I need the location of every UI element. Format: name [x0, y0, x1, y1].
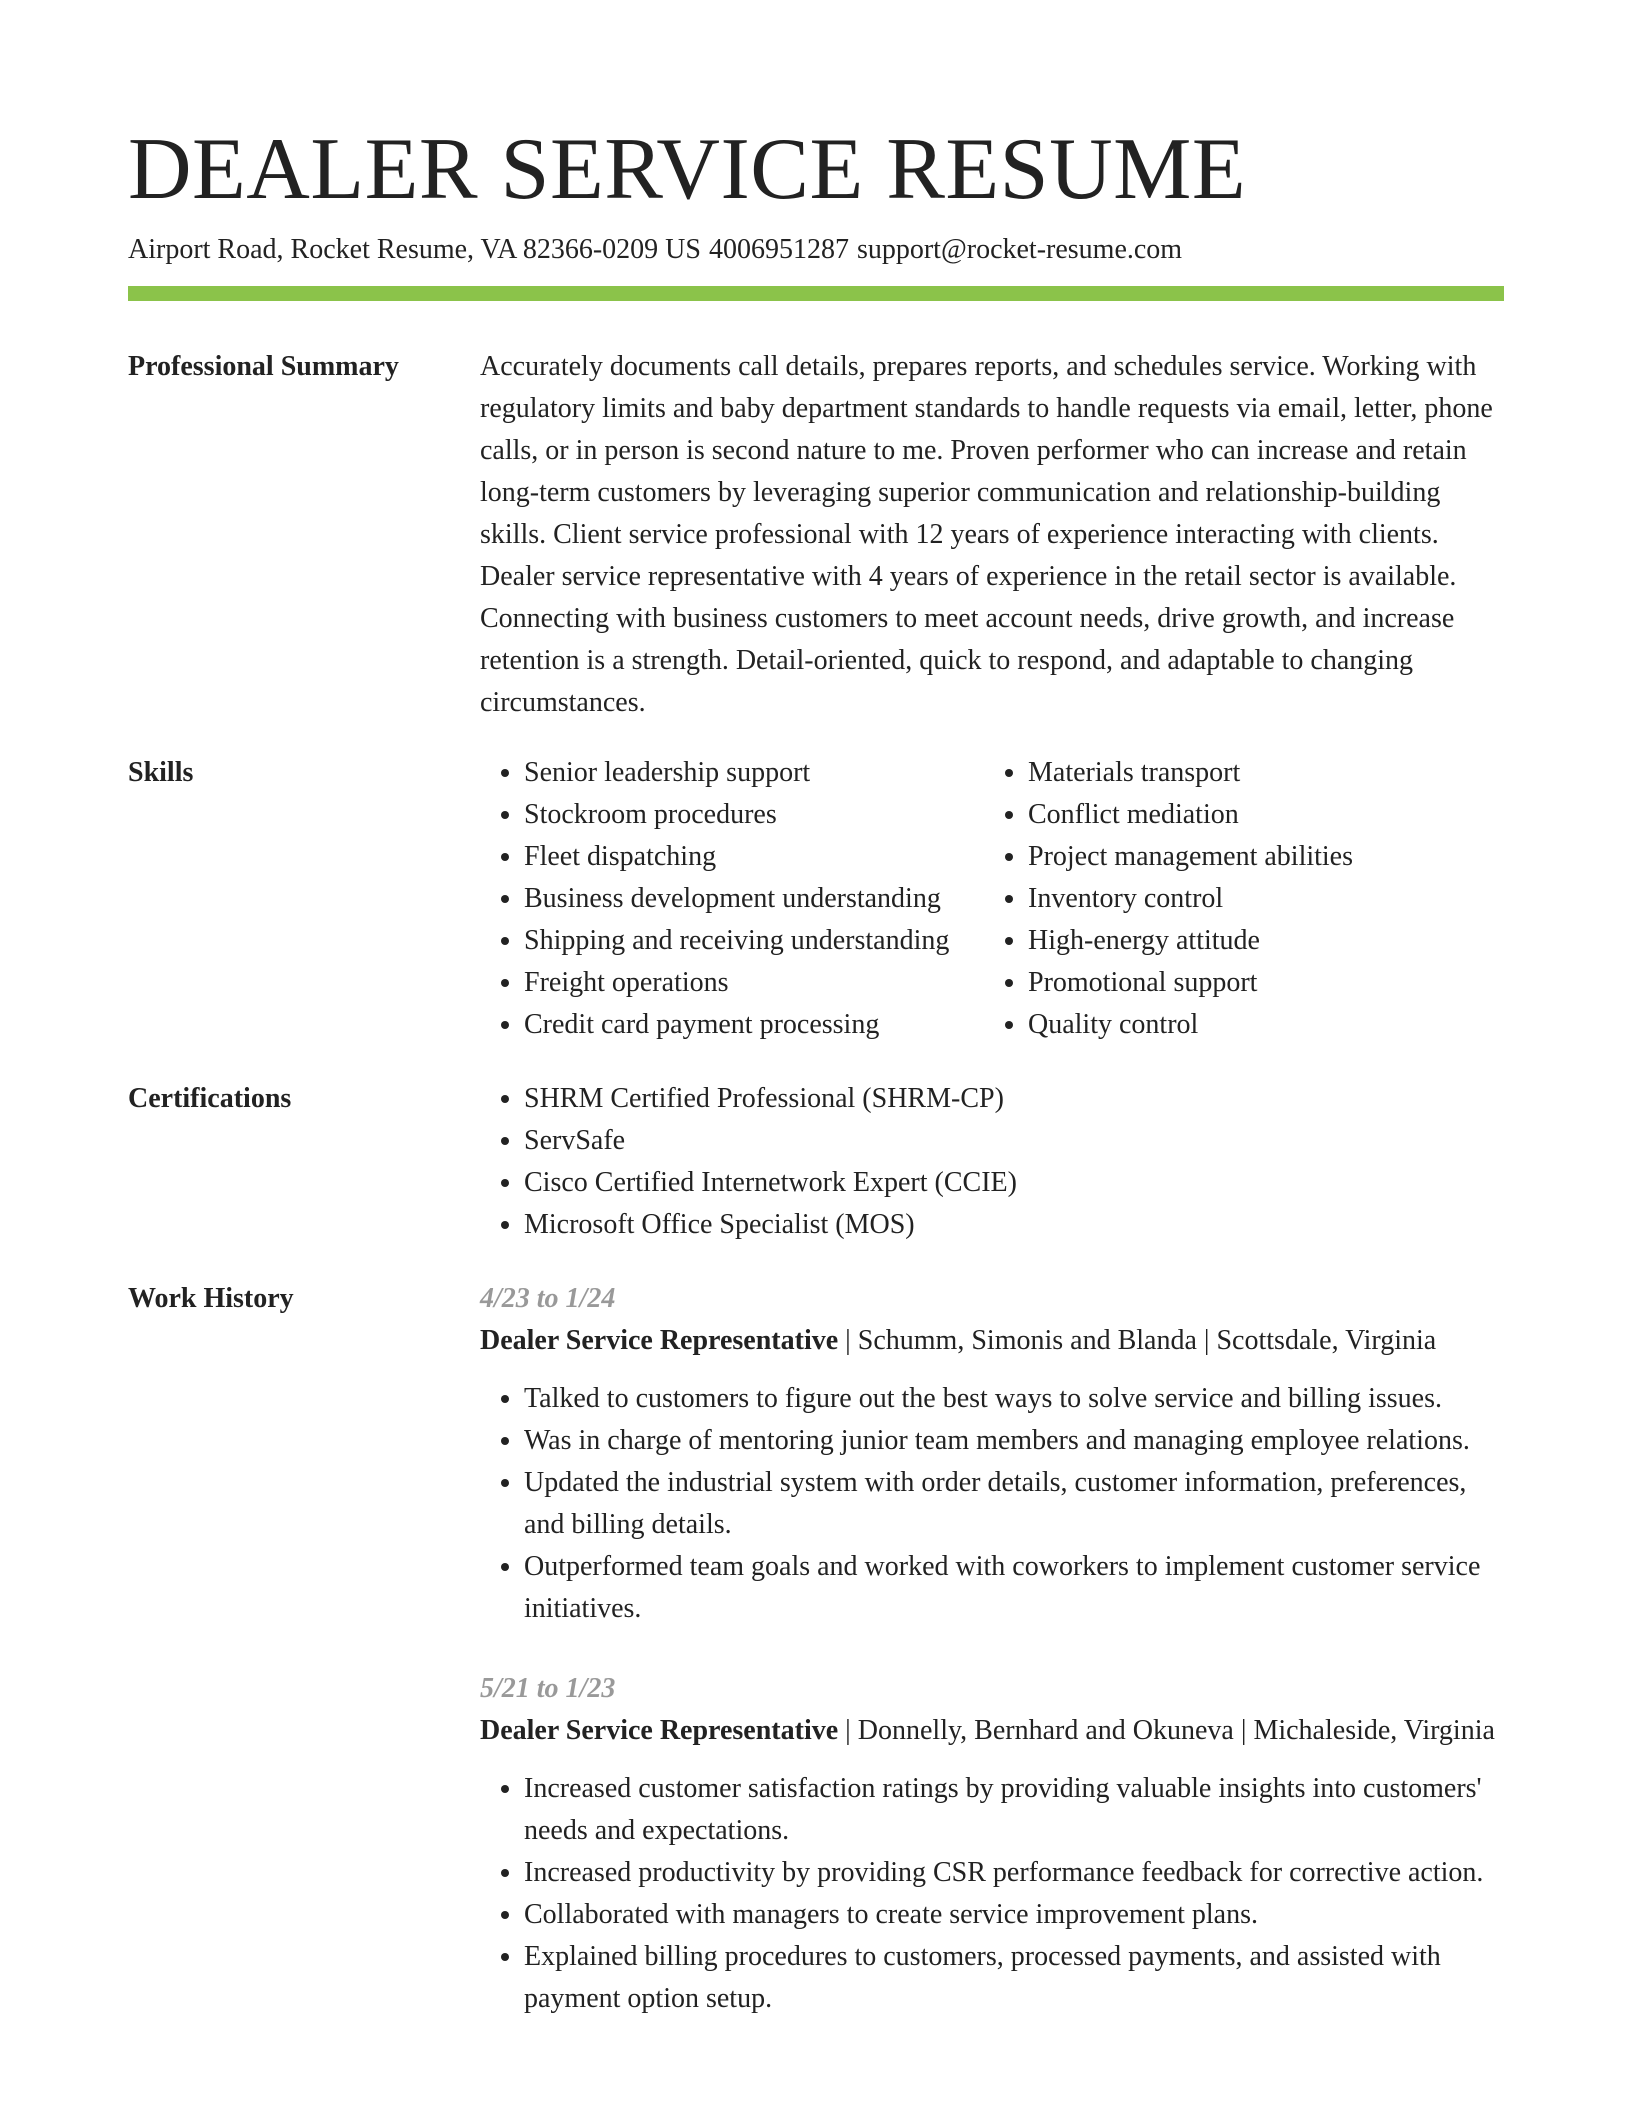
- certification-item: • Microsoft Office Specialist (MOS): [524, 1204, 1504, 1246]
- job-bullets: [480, 1768, 1504, 2020]
- job-role-line: [480, 1710, 1504, 1752]
- job-bullet: • Updated the industrial system with order details, customer information, preferences, and billing details.: [524, 1462, 1504, 1546]
- job-employer-location: | Schumm, Simonis and Blanda | Scottsdale, Virginia: [838, 1325, 1437, 1356]
- skill-item: • Project management abilities: [1028, 836, 1353, 878]
- skill-item: • Credit card payment processing: [524, 1004, 984, 1046]
- job-dates: 5/21 to 1/23: [480, 1673, 616, 1704]
- certification-item: • ServSafe: [524, 1120, 1504, 1162]
- job-bullet: • Outperformed team goals and worked with coworkers to implement customer service initiatives.: [524, 1546, 1504, 1630]
- skill-item: • Promotional support: [1028, 962, 1353, 1004]
- job-employer-location: | Donnelly, Bernhard and Okuneva | Michaleside, Virginia: [838, 1715, 1495, 1746]
- skill-item: • Business development understanding: [524, 878, 984, 920]
- work-history-heading: Work History: [128, 1283, 294, 1314]
- job-title: Dealer Service Representative: [480, 1715, 839, 1746]
- skill-item: • Materials transport: [1028, 752, 1353, 794]
- contact-phone: 4006951287: [708, 234, 849, 265]
- skill-item: • Senior leadership support: [524, 752, 984, 794]
- skill-item: • Freight operations: [524, 962, 984, 1004]
- job-entry: [480, 1668, 1504, 2020]
- contact-line: [128, 230, 1182, 270]
- job-role-line: [480, 1320, 1504, 1362]
- contact-address: Airport Road, Rocket Resume, VA 82366-0209 US: [128, 234, 701, 265]
- header-divider: [128, 286, 1504, 301]
- skill-item: • Inventory control: [1028, 878, 1353, 920]
- skill-item: • Stockroom procedures: [524, 794, 984, 836]
- job-bullet: • Collaborated with managers to create service improvement plans.: [524, 1894, 1504, 1936]
- skills-list-left: [480, 752, 984, 1046]
- certifications-list: [480, 1078, 1504, 1246]
- resume-title: DEALER SERVICE RESUME: [128, 121, 1247, 218]
- skills-list-right: [984, 752, 1353, 1046]
- summary-heading: Professional Summary: [128, 351, 399, 382]
- job-title: Dealer Service Representative: [480, 1325, 839, 1356]
- job-entry: [480, 1278, 1504, 1630]
- skill-item: • High-energy attitude: [1028, 920, 1353, 962]
- job-bullet: • Increased productivity by providing CSR performance feedback for corrective action.: [524, 1852, 1504, 1894]
- skill-item: • Quality control: [1028, 1004, 1353, 1046]
- skill-item: • Conflict mediation: [1028, 794, 1353, 836]
- job-bullet: • Was in charge of mentoring junior team members and managing employee relations.: [524, 1420, 1504, 1462]
- job-dates: 4/23 to 1/24: [480, 1283, 616, 1314]
- skill-item: • Shipping and receiving understanding: [524, 920, 984, 962]
- summary-text: Accurately documents call details, prepares reports, and schedules service. Working with regulatory limits and baby department standards to handle requests via email, letter, phone calls, or in person is second nature to me. Proven performer who can increase and retain long-term customers by leveraging superior communication and relationship-building skills. Client service professional with 12 years of experience interacting with clients. Dealer service representative with 4 years of experience in the retail sector is available. Connecting with business customers to meet account needs, drive growth, and increase retention is a strength. Detail-oriented, quick to respond, and adaptable to changing circumstances.: [480, 351, 1493, 718]
- contact-email[interactable]: support@rocket-resume.com: [856, 234, 1183, 265]
- certifications-heading: Certifications: [128, 1083, 292, 1114]
- certification-item: • Cisco Certified Internetwork Expert (CCIE): [524, 1162, 1504, 1204]
- skills-heading: Skills: [128, 757, 194, 788]
- certification-item: • SHRM Certified Professional (SHRM-CP): [524, 1078, 1504, 1120]
- job-bullet: • Talked to customers to figure out the best ways to solve service and billing issues.: [524, 1378, 1504, 1420]
- job-bullet: • Explained billing procedures to customers, processed payments, and assisted with payment option setup.: [524, 1936, 1504, 2020]
- job-bullets: [480, 1378, 1504, 1630]
- job-bullet: • Increased customer satisfaction ratings by providing valuable insights into customers' needs and expectations.: [524, 1768, 1504, 1852]
- skill-item: • Fleet dispatching: [524, 836, 984, 878]
